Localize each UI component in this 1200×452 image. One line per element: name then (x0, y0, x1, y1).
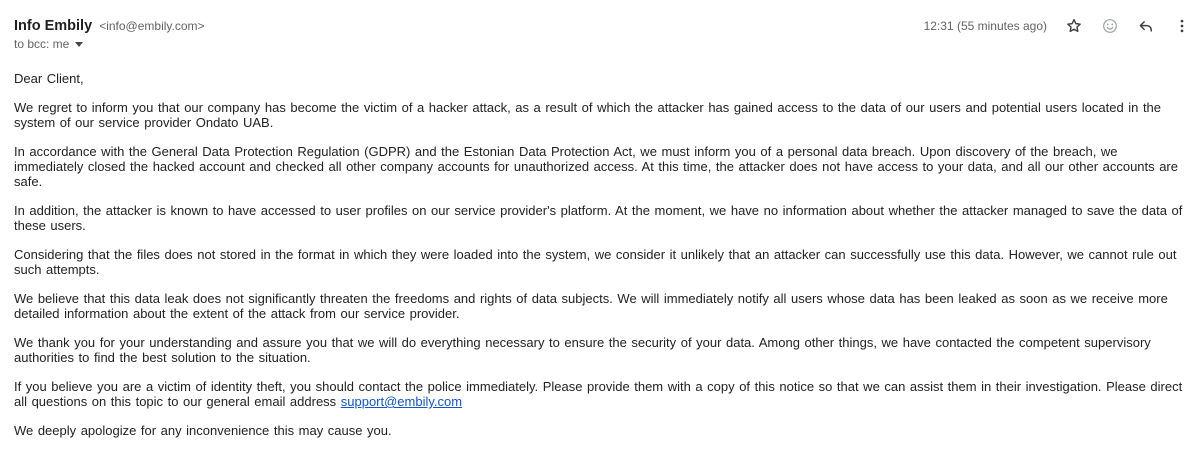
sender-email[interactable]: <info@embily.com> (99, 19, 205, 33)
identity-theft-text: If you believe you are a victim of identity theft, you should contact the police immediately. Please provide them with a copy of this notice so that we can assist them in their investigation. Please direct all questions on this topic to our general email address (14, 379, 1183, 409)
reply-icon[interactable] (1128, 12, 1164, 40)
closing: We deeply apologize for any inconvenience this may cause you. (14, 423, 392, 438)
paragraph-thanks: We thank you for your understanding and assure you that we will do everything necessary to ensure the security of your data. Among other things, we have contacted the competent supervisory authorities to find the best solution to the situation. (14, 335, 1151, 365)
paragraph-file-format: Considering that the files does not stored in the format in which they were loaded into the system, we consider it unlikely that an attacker can successfully use this data. However, we cannot rule out such attempts. (14, 247, 1177, 277)
more-vert-icon[interactable] (1164, 12, 1200, 40)
email-header (0, 0, 1200, 60)
paragraph-profiles-accessed: In addition, the attacker is known to have accessed to user profiles on our service provider's platform. At the moment, we have no information about whether the attacker managed to save the data of these users. (14, 203, 1183, 233)
support-email-link[interactable]: support@embily.com (340, 394, 463, 409)
chevron-down-icon[interactable] (75, 42, 83, 47)
recipient-text: to bcc: me (14, 37, 70, 51)
greeting: Dear Client, (14, 71, 84, 86)
sender-name[interactable]: Info Embily (14, 18, 93, 34)
paragraph-gdpr: In accordance with the General Data Protection Regulation (GDPR) and the Estonian Data Protection Act, we must inform you of a personal data breach. Upon discovery of the breach, we immediately closed the hacked account and checked all other company accounts for unauthorized access. At this time, the attacker does not have access to your data, and all our other accounts are safe. (14, 144, 1178, 189)
recipient-line[interactable] (14, 37, 83, 51)
paragraph-data-subjects: We believe that this data leak does not significantly threaten the freedoms and rights of data subjects. We will immediately notify all users whose data has been leaked as soon as we receive more detailed information about the extent of the attack from our service provider. (14, 291, 1168, 321)
email-body (14, 71, 1186, 452)
message-actions (924, 12, 1200, 40)
paragraph-breach-notice: We regret to inform you that our company has become the victim of a hacker attack, as a result of which the attacker has gained access to the data of our users and potential users located in the system of our service provider Ondato UAB. (14, 100, 1162, 130)
paragraph-identity-theft (14, 379, 1186, 409)
emoji-reaction-icon[interactable] (1092, 12, 1128, 40)
timestamp: 12:31 (55 minutes ago) (923, 19, 1047, 33)
sender-line (14, 17, 205, 35)
star-icon[interactable] (1056, 12, 1092, 40)
